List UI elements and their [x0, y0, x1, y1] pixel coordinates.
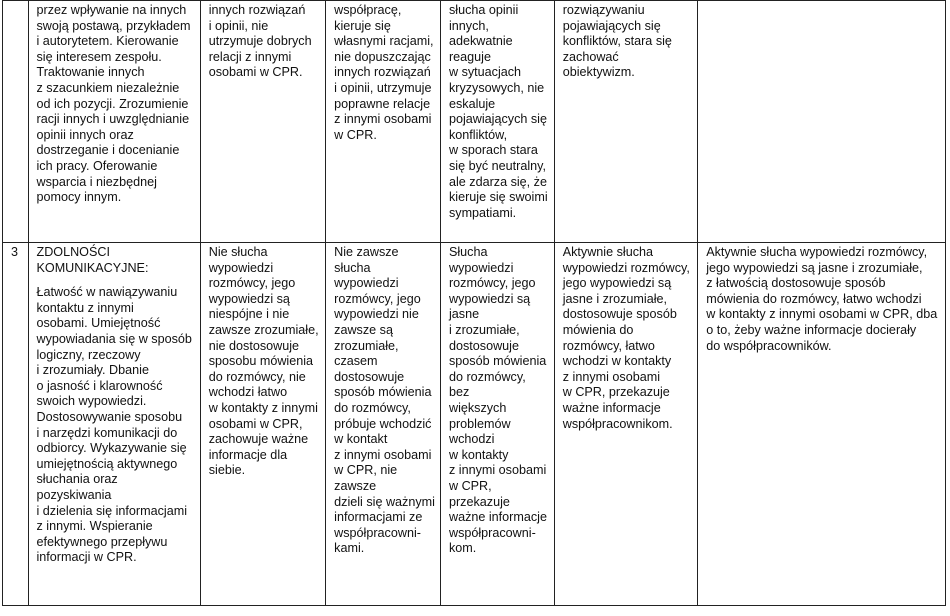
- level-4-cell: Aktywnie słucha wypowiedzi rozmówcy, jego wypowiedzi są jasne i zrozumiałe, dostosowuje sposób mówienia do rozmówcy, łatwo wchodzi w kontakty z innymi osobami w CPR, przekazuje ważne informacje współpracownikom.: [554, 243, 698, 606]
- level-5-cell: Aktywnie słucha wypowiedzi rozmówcy, jego wypowiedzi są jasne i zrozumiałe, z łatwością dostosowuje sposób mówienia do rozmówcy, łatwo wchodzi w kontakty z innymi osobami w CPR, dba o to, żeby ważne informacje docierały do współpracowników.: [698, 243, 946, 606]
- level-3-cell: Słucha wypowiedzi rozmówcy, jego wypowiedzi są jasne i zrozumiałe, dostosowuje sposób mówienia do rozmówcy, bez większych problemów wchodzi w kontakty z innymi osobami w CPR, przekazuje ważne informacje współpracowni- kom.: [440, 243, 554, 606]
- skill-cell: [28, 243, 200, 606]
- level-5-cell: [698, 1, 946, 243]
- row-number-cell: 3: [3, 243, 29, 606]
- level-2-cell: współpracę, kieruje się własnymi racjami, nie dopuszczając innych rozwiązań i opinii, utrzymuje poprawne relacje z innymi osobami w CPR.: [326, 1, 441, 243]
- level-1-cell: Nie słucha wypowiedzi rozmówcy, jego wypowiedzi są niespójne i nie zawsze zrozumiałe, nie dostosowuje sposobu mówienia do rozmówcy, nie wchodzi łatwo w kontakty z innymi osobami w CPR, zachowuje ważne informacje dla siebie.: [200, 243, 325, 606]
- table-row: [3, 243, 946, 606]
- level-3-cell: słucha opinii innych, adekwatnie reaguje w sytuacjach kryzysowych, nie eskaluje pojawiających się konfliktów, w sporach stara się być neutralny, ale zdarza się, że kieruje się swoimi sympatiami.: [440, 1, 554, 243]
- level-1-cell: innych rozwiązań i opinii, nie utrzymuje dobrych relacji z innymi osobami w CPR.: [200, 1, 325, 243]
- skill-title: ZDOLNOŚCI KOMUNIKACYJNE:: [36, 245, 149, 275]
- table-row: [3, 1, 946, 243]
- row-number-cell: [3, 1, 29, 243]
- level-4-cell: rozwiązywaniu pojawiających się konfliktów, stara się zachować obiektywizm.: [554, 1, 698, 243]
- skill-description-cell: przez wpływanie na innych swoją postawą, przykładem i autorytetem. Kierowanie się interesem zespołu. Traktowanie innych z szacunkiem niezależnie od ich pozycji. Zrozumienie racji innych i uwzględnianie opinii innych oraz dostrzeganie i docenianie ich pracy. Oferowanie wsparcia i niezbędnej pomocy innym.: [28, 1, 200, 243]
- competency-table: [2, 0, 946, 606]
- skill-description: Łatwość w nawiązywaniu kontaktu z innymi osobami. Umiejętność wypowiadania się w sposób logiczny, rzeczowy i zrozumiały. Dbanie o jasność i klarowność swoich wypowiedzi. Dostosowywanie sposobu i narzędzi komunikacji do odbiorcy. Wykazywanie się umiejętnością aktywnego słuchania oraz pozyskiwania i dzielenia się informacjami z innymi. Wspieranie efektywnego przepływu informacji w CPR.: [36, 285, 192, 565]
- level-2-cell: Nie zawsze słucha wypowiedzi rozmówcy, jego wypowiedzi nie zawsze są zrozumiałe, czasem dostosowuje sposób mówienia do rozmówcy, próbuje wchodzić w kontakt z innymi osobami w CPR, nie zawsze dzieli się ważnymi informacjami ze współpracowni- kami.: [326, 243, 441, 606]
